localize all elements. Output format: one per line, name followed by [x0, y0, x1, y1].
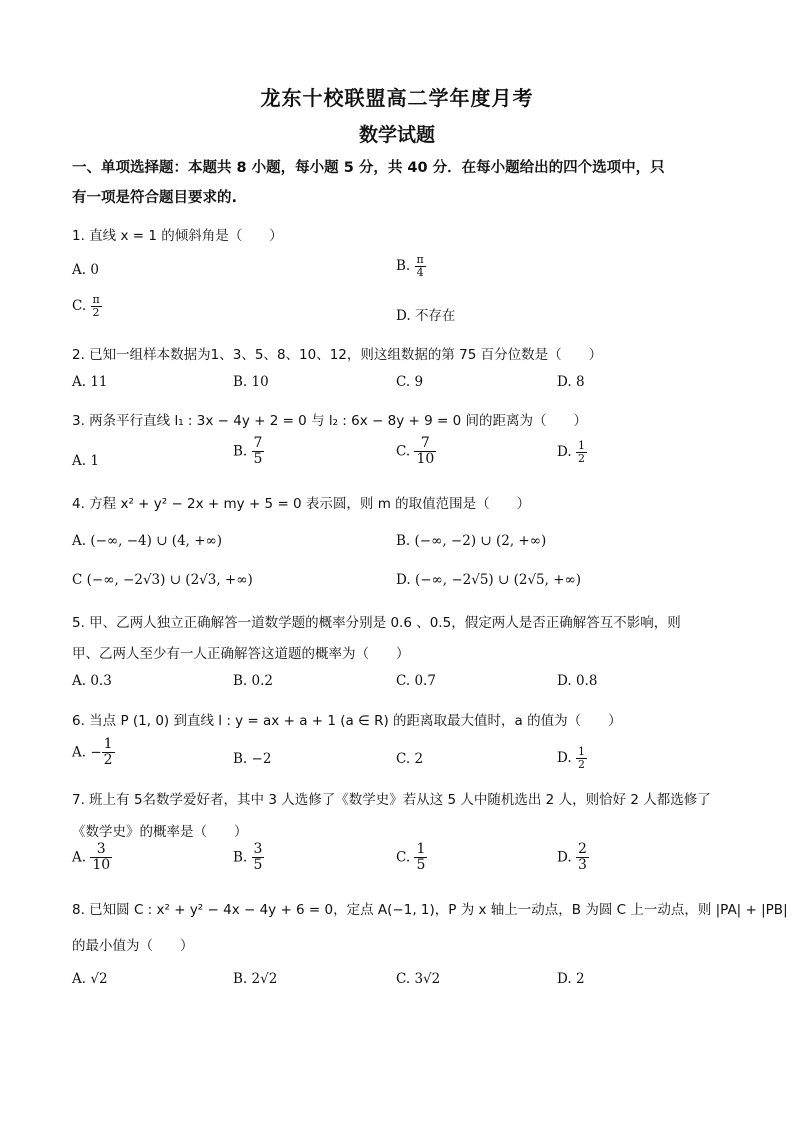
question-8-option-d: D. 2 — [557, 971, 585, 987]
question-1-option-c: C. $\frac{\pi}{2}$ — [72, 293, 100, 320]
section-heading-line-2: 有一项是符合题目要求的. — [72, 190, 238, 206]
question-5-option-b: B. 0.2 — [233, 673, 273, 689]
question-3-option-d: D. $\frac{1}{2}$ — [557, 439, 585, 466]
question-4-option-c: C (−∞, −2√3) ∪ (2√3, +∞) — [72, 572, 253, 588]
question-2-option-c: C. 9 — [396, 374, 424, 390]
question-1-stem: 1. 直线 x = 1 的倾斜角是（ ） — [72, 228, 283, 244]
question-2-option-b: B. 10 — [233, 374, 269, 390]
question-3-option-a: A. 1 — [72, 453, 99, 469]
question-5-option-a: A. 0.3 — [72, 673, 112, 689]
question-3-stem: 3. 两条平行直线 l₁ : 3x − 4y + 2 = 0 与 l₂ : 6x − 8y + 9 = 0 间的距离为（ ） — [72, 413, 587, 429]
question-2-option-a: A. 11 — [72, 374, 108, 390]
question-7-option-d: D. $\frac{2}{3}$ — [557, 841, 587, 874]
question-3-option-c: C. $\frac{7}{10}$ — [396, 435, 435, 468]
question-2-option-d: D. 8 — [557, 374, 585, 390]
question-6-option-c: C. 2 — [396, 751, 424, 767]
question-4-option-d: D. (−∞, −2√5) ∪ (2√5, +∞) — [396, 572, 582, 588]
question-4-stem: 4. 方程 x² + y² − 2x + my + 5 = 0 表示圆，则 m 的取值范围是（ ） — [72, 496, 531, 512]
question-7-option-c: C. $\frac{1}{5}$ — [396, 841, 426, 874]
question-7-stem-line-1: 7. 班上有 5名数学爱好者，其中 3 人选修了《数学史》若从这 5 人中随机选出 2 人，则恰好 2 人都选修了 — [72, 792, 711, 808]
question-5-option-d: D. 0.8 — [557, 673, 598, 689]
question-8-stem-line-2: 的最小值为（ ） — [72, 938, 194, 954]
question-7-option-a: A. $\frac{3}{10}$ — [72, 841, 111, 874]
question-8-option-c: C. 3√2 — [396, 971, 441, 987]
question-4-option-a: A. (−∞, −4) ∪ (4, +∞) — [72, 533, 223, 549]
question-1-option-a: A. 0 — [72, 262, 99, 278]
question-7-option-b: B. $\frac{3}{5}$ — [233, 841, 263, 874]
exam-title: 龙东十校联盟高二学年度月考 — [260, 86, 534, 110]
question-2-stem: 2. 已知一组样本数据为1、3、5、8、10、12，则这组数据的第 75 百分位数是（ ） — [72, 347, 603, 363]
question-8-option-a: A. √2 — [72, 971, 108, 987]
question-3-option-b: B. $\frac{7}{5}$ — [233, 435, 263, 468]
question-7-stem-line-2: 《数学史》的概率是（ ） — [72, 824, 248, 840]
question-8-option-b: B. 2√2 — [233, 971, 278, 987]
question-6-option-d: D. $\frac{1}{2}$ — [557, 745, 585, 772]
question-6-option-b: B. −2 — [233, 751, 272, 767]
question-8-stem-line-1: 8. 已知圆 C : x² + y² − 4x − 4y + 6 = 0，定点 A(−1, 1)，P 为 x 轴上一动点，B 为圆 C 上一动点，则 |PA| + |PB| — [72, 902, 788, 918]
question-1-option-b: B. $\frac{\pi}{4}$ — [396, 253, 424, 280]
question-1-option-d: D. 不存在 — [396, 308, 456, 324]
question-5-stem-line-1: 5. 甲、乙两人独立正确解答一道数学题的概率分别是 0.6 、0.5，假定两人是否正确解答互不影响，则 — [72, 615, 681, 631]
question-5-option-c: C. 0.7 — [396, 673, 436, 689]
section-heading-line-1: 一、单项选择题：本题共 8 小题，每小题 5 分，共 40 分．在每小题给出的四个选项中，只 — [72, 160, 665, 176]
question-6-stem: 6. 当点 P (1, 0) 到直线 l : y = ax + a + 1 (a ∈ R) 的距离取最大值时，a 的值为（ ） — [72, 713, 622, 729]
question-5-stem-line-2: 甲、乙两人至少有一人正确解答这道题的概率为（ ） — [72, 646, 410, 662]
question-6-option-a: A. − $\frac{1}{2}$ — [72, 736, 113, 769]
question-4-option-b: B. (−∞, −2) ∪ (2, +∞) — [396, 533, 547, 549]
exam-subtitle: 数学试题 — [358, 124, 435, 146]
